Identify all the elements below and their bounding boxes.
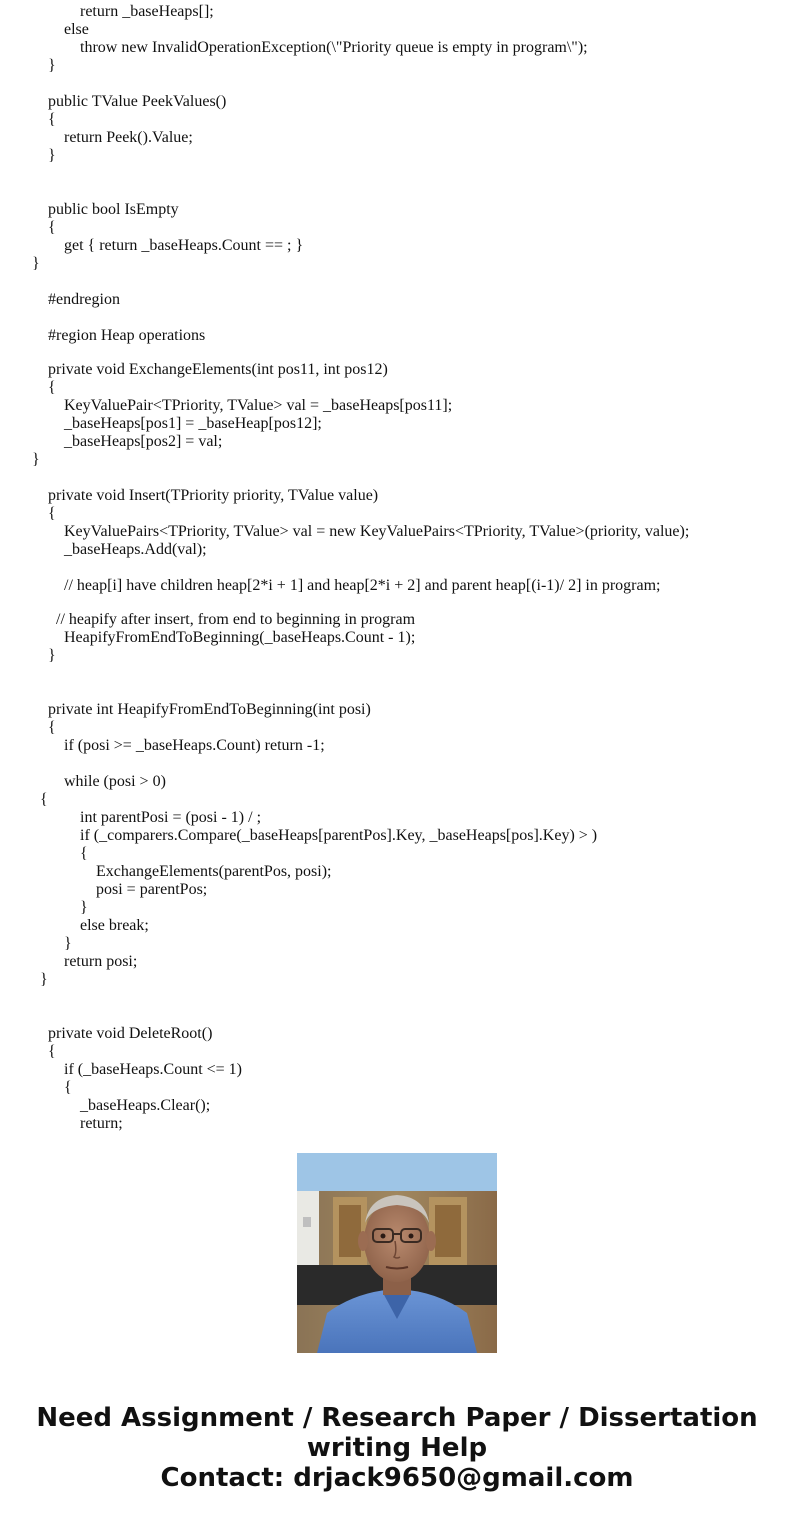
code-line: int parentPosi = (posi - 1) / ;: [80, 809, 262, 826]
code-line: // heapify after insert, from end to beginning in program: [56, 611, 416, 628]
portrait-photo: [297, 1153, 497, 1353]
code-line: _baseHeaps[pos2] = val;: [64, 433, 223, 450]
code-line: }: [40, 971, 48, 988]
code-line: posi = parentPos;: [96, 881, 208, 898]
code-line: ExchangeElements(parentPos, posi);: [96, 863, 332, 880]
code-line: throw new InvalidOperationException(\"Priority queue is empty in program\");: [80, 39, 588, 56]
code-line: {: [40, 791, 48, 808]
code-line: {: [48, 111, 56, 128]
code-line: private int HeapifyFromEndToBeginning(int posi): [48, 701, 371, 718]
code-line: {: [48, 1043, 56, 1060]
code-line: if (_comparers.Compare(_baseHeaps[parentPos].Key, _baseHeaps[pos].Key) > ): [80, 827, 598, 844]
code-line: }: [48, 57, 56, 74]
code-line: get { return _baseHeaps.Count == ; }: [64, 237, 304, 254]
code-line: }: [32, 255, 40, 272]
code-line: {: [80, 845, 88, 862]
code-line: {: [48, 719, 56, 736]
code-line: #endregion: [48, 291, 120, 308]
avatar: [297, 1153, 497, 1353]
code-line: _baseHeaps.Add(val);: [64, 541, 207, 558]
code-line: KeyValuePair<TPriority, TValue> val = _baseHeaps[pos11];: [64, 397, 453, 414]
code-line: {: [48, 379, 56, 396]
code-line: else break;: [80, 917, 149, 934]
code-line: }: [32, 451, 40, 468]
code-line: public TValue PeekValues(): [48, 93, 227, 110]
code-line: return posi;: [64, 953, 138, 970]
code-line: }: [48, 647, 56, 664]
code-line: {: [48, 505, 56, 522]
code-line: #region Heap operations: [48, 327, 206, 344]
code-line: HeapifyFromEndToBeginning(_baseHeaps.Count - 1);: [64, 629, 416, 646]
code-line: private void DeleteRoot(): [48, 1025, 213, 1042]
promo-contact: Contact: drjack9650@gmail.com: [160, 1463, 634, 1493]
promo-banner: [0, 1403, 794, 1493]
code-line: }: [64, 935, 72, 952]
code-line: else: [64, 21, 89, 38]
code-line: return;: [80, 1115, 123, 1132]
promo-line: writing Help: [306, 1433, 488, 1463]
promo-line: Need Assignment / Research Paper / Dissertation: [36, 1403, 758, 1433]
code-line: }: [80, 899, 88, 916]
code-line: return _baseHeaps[];: [80, 3, 214, 20]
code-line: {: [48, 219, 56, 236]
code-line: return Peek().Value;: [64, 129, 193, 146]
code-line: private void ExchangeElements(int pos11, int pos12): [48, 361, 388, 378]
code-line: {: [64, 1079, 72, 1096]
code-line: KeyValuePairs<TPriority, TValue> val = new KeyValuePairs<TPriority, TValue>(priority, value);: [64, 523, 690, 540]
code-line: if (_baseHeaps.Count <= 1): [64, 1061, 243, 1078]
code-line: _baseHeaps[pos1] = _baseHeap[pos12];: [64, 415, 322, 432]
code-line: // heap[i] have children heap[2*i + 1] and heap[2*i + 2] and parent heap[(i-1)/ 2] in program;: [64, 577, 661, 594]
code-line: while (posi > 0): [64, 773, 166, 790]
code-line: _baseHeaps.Clear();: [80, 1097, 211, 1114]
code-line: public bool IsEmpty: [48, 201, 179, 218]
code-line: private void Insert(TPriority priority, TValue value): [48, 487, 379, 504]
code-line: }: [48, 147, 56, 164]
code-line: if (posi >= _baseHeaps.Count) return -1;: [64, 737, 325, 754]
